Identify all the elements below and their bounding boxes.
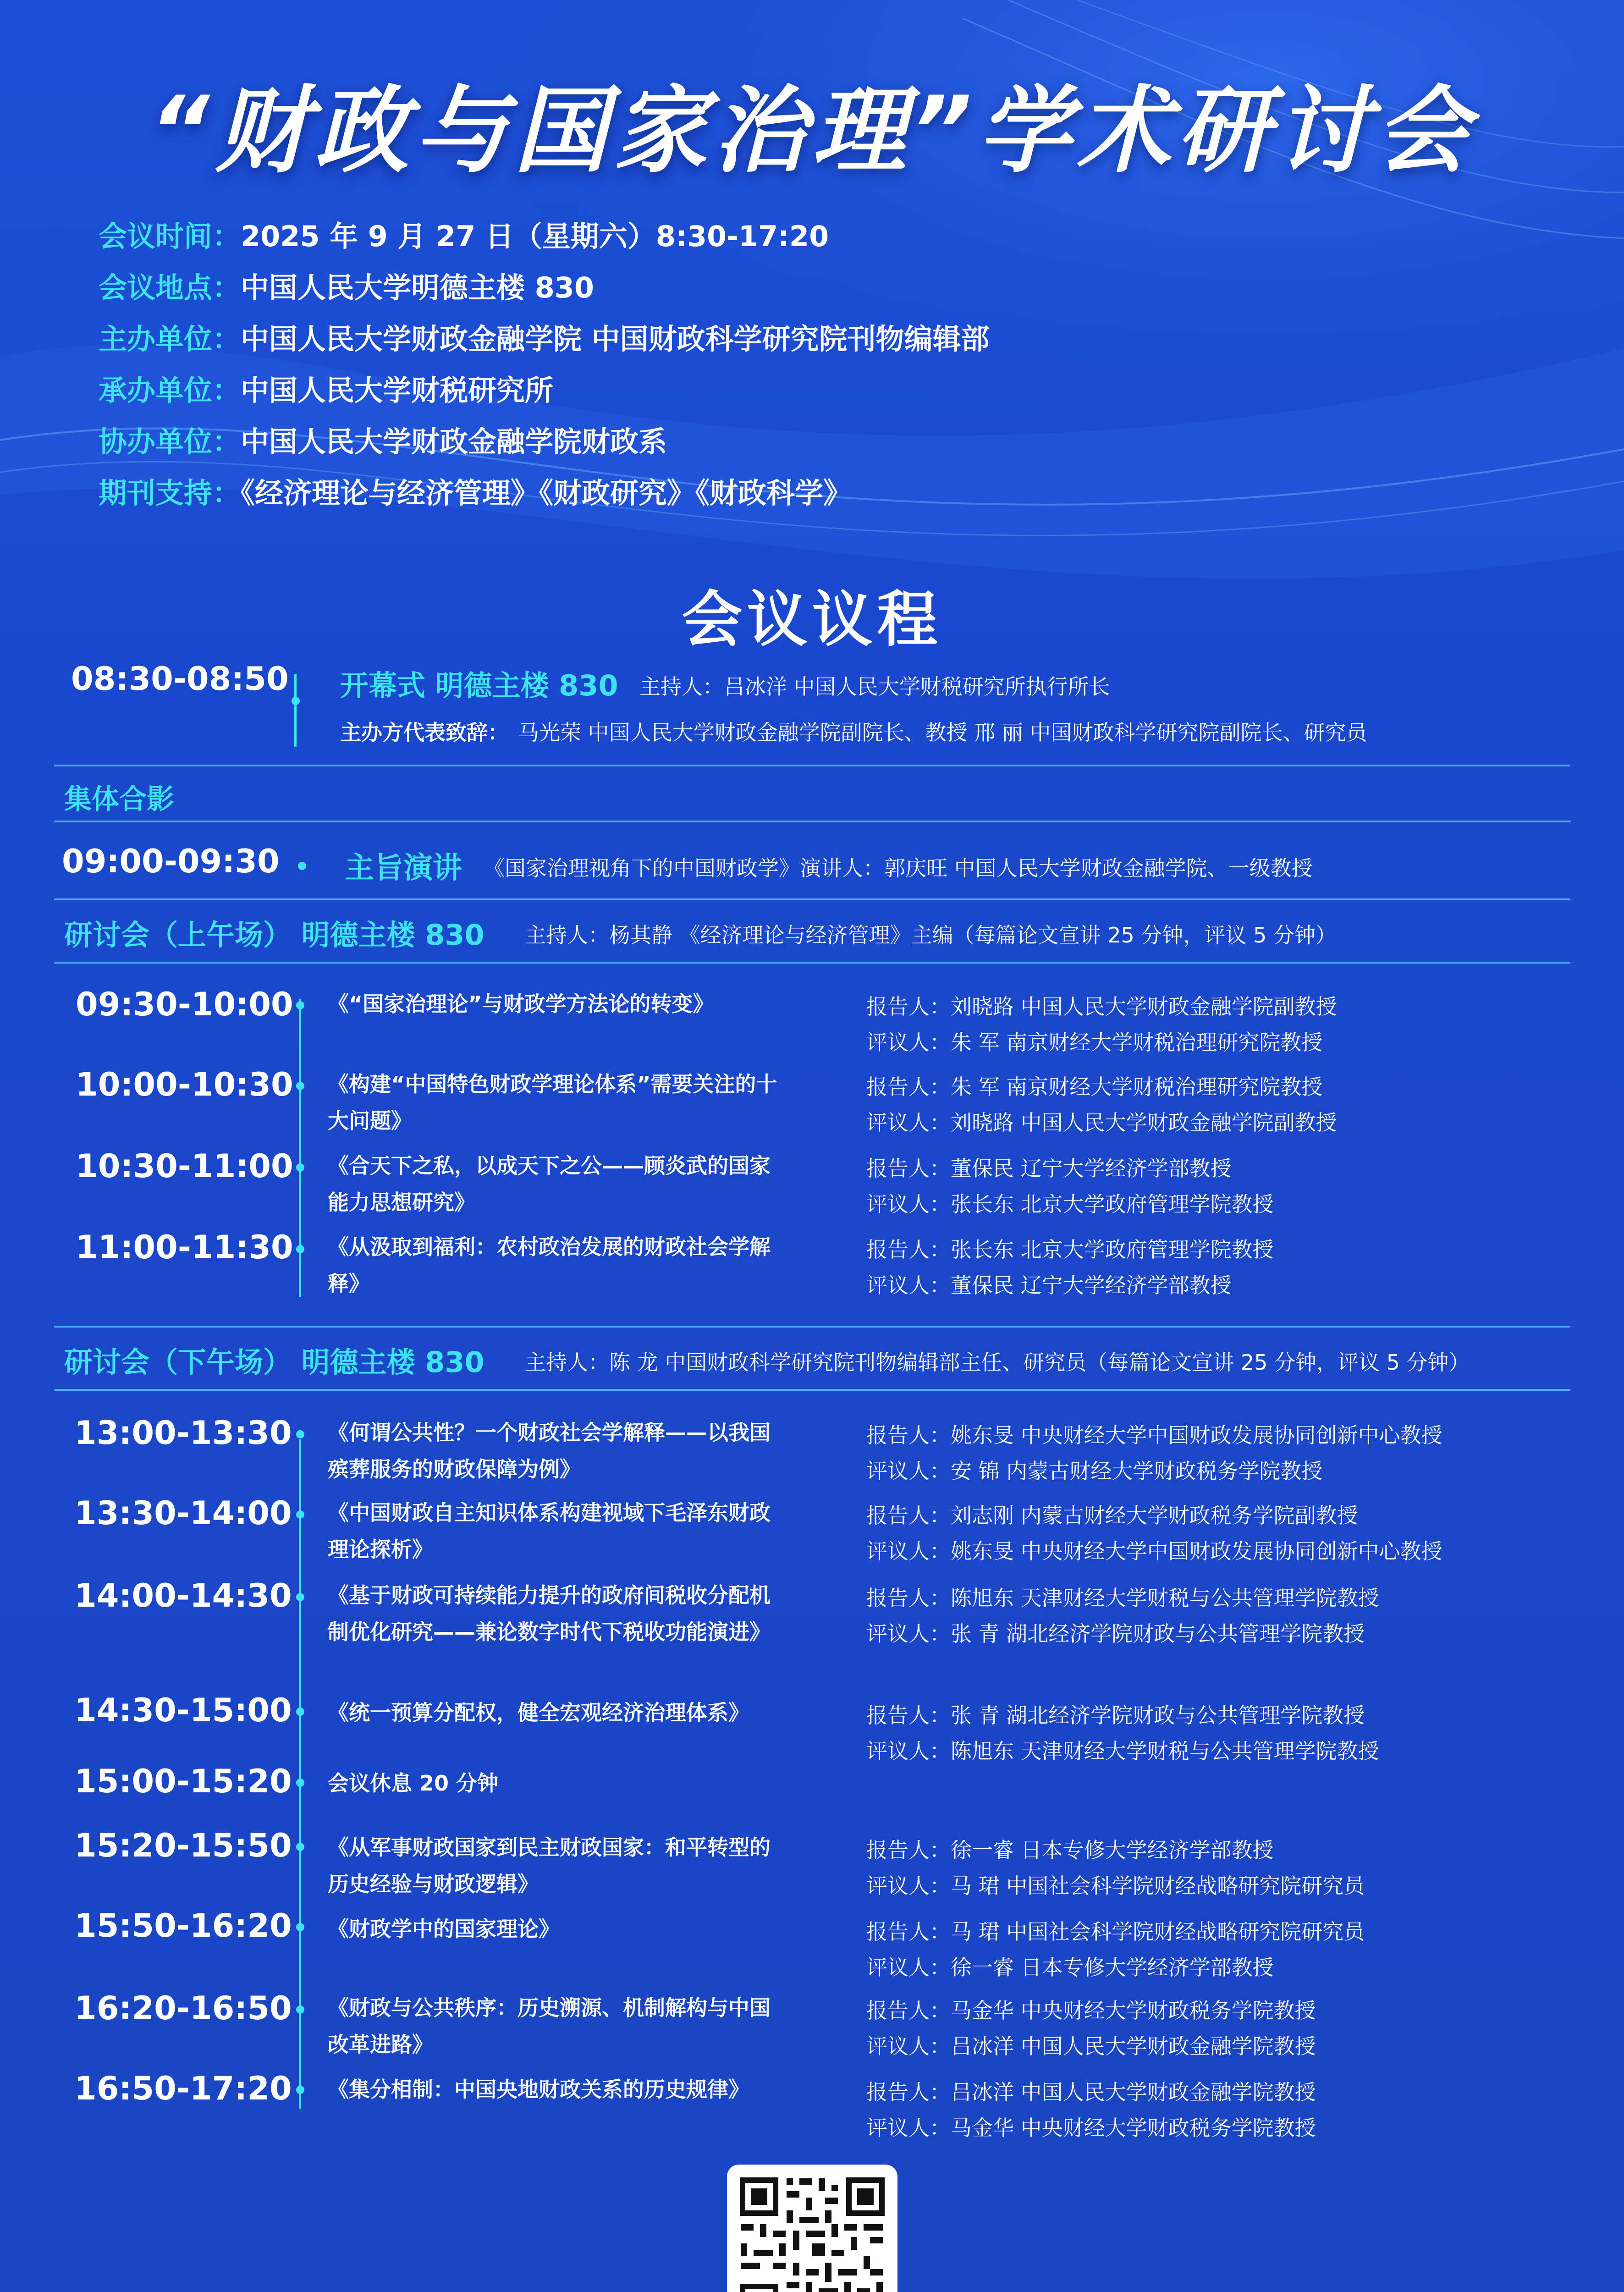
timeline-line (294, 674, 297, 747)
opening-title: 开幕式 明德主楼 830 (340, 669, 618, 702)
reporter: 报告人：刘志刚 内蒙古财经大学财政税务学院副教授 (866, 1503, 1358, 1528)
paper-title: 《合天下之私，以成天下之公——顾炎武的国家能力思想研究》 (328, 1153, 771, 1215)
poster-title: “财政与国家治理”学术研讨会 (149, 77, 1475, 186)
reporter: 报告人：陈旭东 天津财经大学财税与公共管理学院教授 (866, 1586, 1379, 1610)
info-label: 期刊支持： (99, 476, 241, 510)
session-time: 15:00-15:20 (74, 1763, 292, 1800)
reporter: 报告人：马 珺 中国社会科学院财经战略研究院研究员 (866, 1919, 1365, 1944)
divider (54, 821, 1570, 822)
paper-title: 《构建“中国特色财政学理论体系”需要关注的十大问题》 (328, 1072, 777, 1133)
reviewer: 评议人：姚东旻 中央财经大学中国财政发展协同创新中心教授 (866, 1539, 1442, 1564)
info-label: 主办单位： (99, 322, 241, 356)
timeline-dot (296, 1245, 304, 1253)
reviewer: 评议人：马金华 中央财经大学财政税务学院教授 (866, 2116, 1316, 2140)
reporter: 报告人：姚东旻 中央财经大学中国财政发展协同创新中心教授 (866, 1423, 1442, 1448)
info-label: 会议地点： (99, 271, 241, 304)
session-time: 13:30-14:00 (74, 1494, 292, 1532)
info-label: 协办单位： (99, 425, 241, 458)
reviewer: 评议人：徐一睿 日本专修大学经济学部教授 (866, 1955, 1274, 1980)
reporter: 报告人：刘晓路 中国人民大学财政金融学院副教授 (866, 994, 1337, 1019)
timeline-dot (296, 1163, 304, 1172)
reviewer: 评议人：吕冰洋 中国人民大学财政金融学院教授 (866, 2034, 1316, 2059)
paper-title: 《从军事财政国家到民主财政国家：和平转型的历史经验与财政逻辑》 (328, 1835, 771, 1896)
reviewer: 评议人：刘晓路 中国人民大学财政金融学院副教授 (866, 1110, 1337, 1135)
reporter: 报告人：马金华 中央财经大学财政税务学院教授 (866, 1998, 1316, 2023)
keynote-detail: 《国家治理视角下的中国财政学》演讲人：郭庆旺 中国人民大学财政金融学院、一级教授 (484, 856, 1313, 881)
reporter: 报告人：董保民 辽宁大学经济学部教授 (866, 1156, 1232, 1181)
divider (54, 765, 1570, 766)
break-note: 会议休息 20 分钟 (328, 1771, 499, 1796)
info-co-organizer (99, 416, 990, 468)
session-time: 11:00-11:30 (76, 1229, 293, 1266)
paper-title: 《从汲取到福利：农村政治发展的财政社会学解释》 (328, 1234, 771, 1296)
opening-speech-label: 主办方代表致辞： (340, 720, 509, 745)
timeline-dot (298, 862, 306, 870)
info-value: 2025 年 9 月 27 日（星期六）8:30-17:20 (241, 220, 829, 253)
group-photo: 集体合影 (64, 783, 174, 815)
reporter: 报告人：朱 军 南京财经大学财税治理研究院教授 (866, 1074, 1323, 1099)
session-time: 16:50-17:20 (74, 2070, 292, 2107)
session-time: 15:20-15:50 (74, 1827, 292, 1864)
paper-title: 《基于财政可持续能力提升的政府间税收分配机制优化研究——兼论数字时代下税收功能演进》 (328, 1583, 771, 1644)
timeline-dot (296, 1708, 304, 1716)
opening-host: 主持人：吕冰洋 中国人民大学财税研究所执行所长 (639, 674, 1110, 699)
reporter: 报告人：张 青 湖北经济学院财政与公共管理学院教授 (866, 1703, 1365, 1728)
info-value: 中国人民大学财税研究所 (241, 374, 554, 407)
timeline-dot (296, 2006, 304, 2014)
reviewer: 评议人：董保民 辽宁大学经济学部教授 (866, 1273, 1232, 1298)
timeline-dot (296, 1923, 304, 1931)
paper-title: 《“国家治理论”与财政学方法论的转变》 (328, 992, 714, 1016)
reviewer: 评议人：朱 军 南京财经大学财税治理研究院教授 (866, 1030, 1323, 1055)
reviewer: 评议人：张长东 北京大学政府管理学院教授 (866, 1192, 1274, 1217)
info-label: 会议时间： (99, 220, 241, 253)
info-time (99, 211, 990, 262)
opening-speech: 马光荣 中国人民大学财政金融学院副院长、教授 邢 丽 中国财政科学研究院副院长、研究员 (518, 720, 1367, 745)
timeline-dot (296, 1779, 304, 1787)
timeline-dot (296, 1001, 304, 1009)
info-location (99, 262, 990, 314)
session-time: 13:00-13:30 (74, 1414, 292, 1452)
info-value: 中国人民大学明德主楼 830 (241, 271, 595, 304)
session-time: 10:00-10:30 (76, 1066, 293, 1103)
info-organizer (99, 314, 990, 365)
session-time: 14:00-14:30 (74, 1577, 292, 1614)
info-value: 中国人民大学财政金融学院 中国财政科学研究院刊物编辑部 (241, 322, 990, 356)
reviewer: 评议人：陈旭东 天津财经大学财税与公共管理学院教授 (866, 1739, 1379, 1763)
paper-title: 《统一预算分配权，健全宏观经济治理体系》 (328, 1700, 749, 1725)
timeline-dot (292, 697, 300, 705)
timeline-dot (296, 1430, 304, 1438)
info-host-unit (99, 365, 990, 416)
reviewer: 评议人：张 青 湖北经济学院财政与公共管理学院教授 (866, 1621, 1365, 1646)
timeline-dot (296, 2086, 304, 2094)
reporter: 报告人：张长东 北京大学政府管理学院教授 (866, 1237, 1274, 1262)
info-journal-support (99, 468, 990, 519)
reviewer: 评议人：安 锦 内蒙古财经大学财政税务学院教授 (866, 1459, 1323, 1483)
session-time: 10:30-11:00 (76, 1147, 293, 1185)
session-time: 16:20-16:50 (74, 1989, 292, 2027)
info-value: 《经济理论与经济管理》《财政研究》《财政科学》 (241, 476, 852, 510)
opening-time: 08:30-08:50 (71, 660, 289, 698)
timeline-dot (296, 1593, 304, 1601)
paper-title: 《财政学中的国家理论》 (328, 1917, 560, 1941)
qr-code[interactable] (727, 2165, 897, 2292)
reviewer: 评议人：马 珺 中国社会科学院财经战略研究院研究员 (866, 1873, 1365, 1898)
timeline-dot (296, 1510, 304, 1519)
keynote-title: 主旨演讲 (345, 851, 462, 885)
timeline-dot (296, 1082, 304, 1090)
divider (54, 898, 1570, 900)
info-label: 承办单位： (99, 374, 241, 407)
meeting-info (99, 211, 990, 519)
session-time: 09:30-10:00 (76, 986, 293, 1023)
timeline-dot (296, 1843, 304, 1851)
agenda-heading: 会议议程 (682, 584, 942, 655)
reporter: 报告人：徐一睿 日本专修大学经济学部教授 (866, 1838, 1274, 1862)
divider (54, 1326, 1570, 1328)
keynote-time: 09:00-09:30 (62, 843, 280, 880)
paper-title: 《何谓公共性？一个财政社会学解释——以我国殡葬服务的财政保障为例》 (328, 1420, 771, 1482)
paper-title: 《集分相制：中国央地财政关系的历史规律》 (328, 2077, 749, 2102)
divider (54, 1389, 1570, 1391)
qr-code-icon (736, 2174, 888, 2292)
paper-title: 《财政与公共秩序：历史溯源、机制解构与中国改革进路》 (328, 1995, 771, 2057)
morning-title: 研讨会（上午场） 明德主楼 830 (64, 918, 484, 952)
morning-host: 主持人：杨其静 《经济理论与经济管理》主编（每篇论文宣讲 25 分钟，评议 5 分钟） (525, 923, 1337, 948)
reporter: 报告人：吕冰洋 中国人民大学财政金融学院教授 (866, 2080, 1316, 2105)
session-time: 14:30-15:00 (74, 1691, 292, 1729)
paper-title: 《中国财政自主知识体系构建视域下毛泽东财政理论探析》 (328, 1500, 771, 1562)
info-value: 中国人民大学财政金融学院财政系 (241, 425, 667, 458)
afternoon-title: 研讨会（下午场） 明德主楼 830 (64, 1345, 484, 1379)
session-time: 15:50-16:20 (74, 1907, 292, 1945)
afternoon-host: 主持人：陈 龙 中国财政科学研究院刊物编辑部主任、研究员（每篇论文宣讲 25 分钟，评议 5 分钟） (525, 1350, 1470, 1375)
divider (54, 962, 1570, 964)
